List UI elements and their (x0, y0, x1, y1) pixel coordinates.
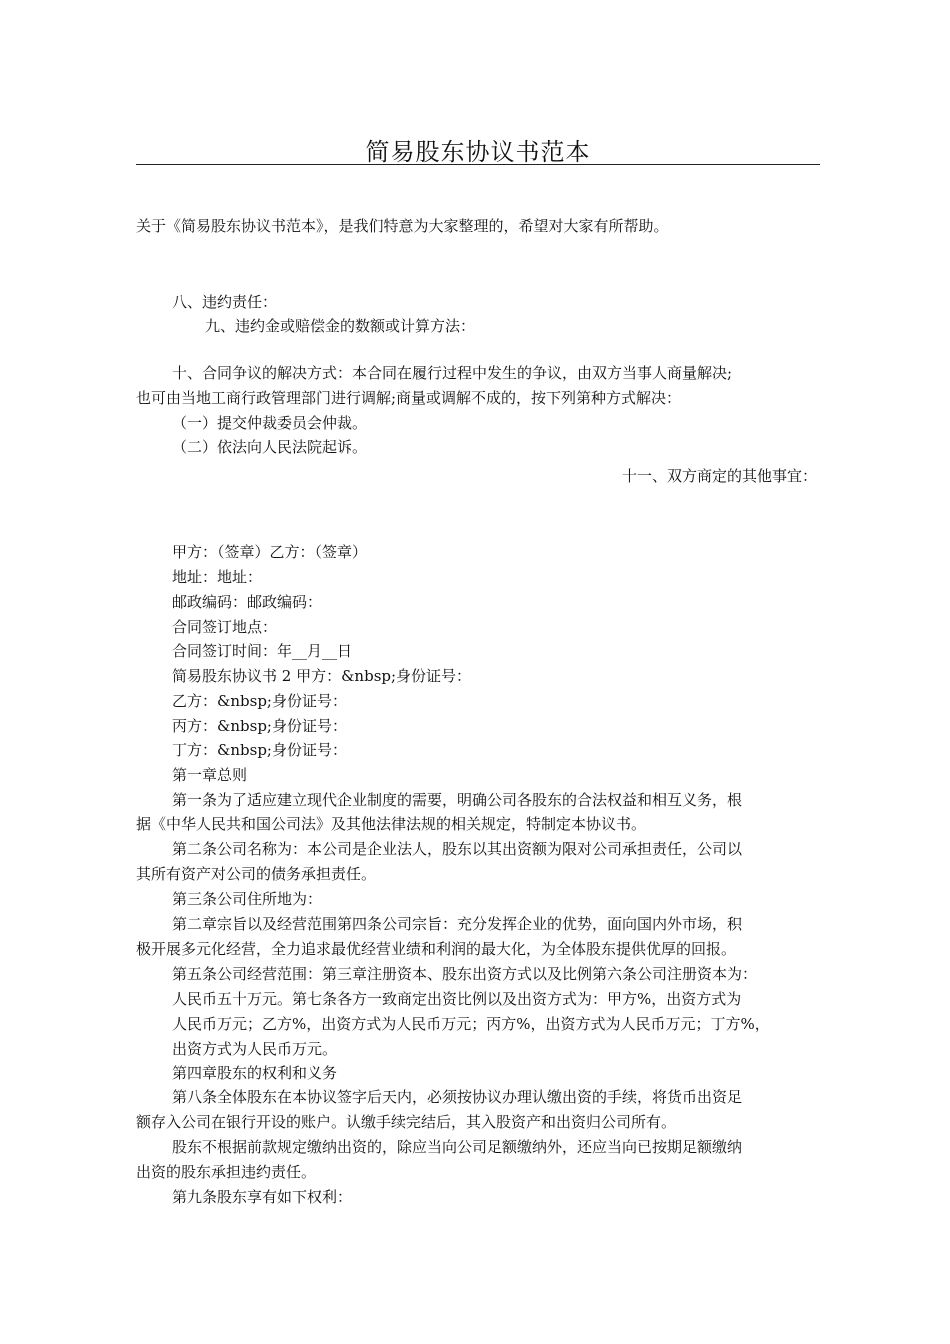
intro-paragraph: 关于《简易股东协议书范本》，是我们特意为大家整理的，希望对大家有所帮助。 (136, 217, 669, 235)
article-7: 人民币五十万元。第七条各方一致商定出资比例以及出资方式为：甲方%，出资方式为 (172, 990, 742, 1008)
article-9: 第九条股东享有如下权利： (172, 1188, 353, 1206)
party-b-id-line: 乙方：&nbsp;身份证号： (172, 692, 347, 710)
clause-9-penalty: 九、违约金或赔偿金的数额或计算方法： (205, 317, 476, 335)
article-5-6: 第五条公司经营范围：第三章注册资本、股东出资方式以及比例第六条公司注册资本为： (172, 965, 758, 983)
chapter-2-article-4: 第二章宗旨以及经营范围第四条公司宗旨：充分发挥企业的优势，面向国内外市场，积 (172, 915, 743, 933)
article-8-para-2-cont: 出资的股东承担违约责任。 (136, 1163, 317, 1181)
chapter-1-heading: 第一章总则 (172, 766, 248, 784)
article-8: 第八条全体股东在本协议签字后天内，必须按协议办理认缴出资的手续，将货币出资足 (172, 1088, 743, 1106)
postcode-line: 邮政编码：邮政编码： (172, 593, 323, 611)
article-7-cont-2: 出资方式为人民币万元。 (172, 1040, 338, 1058)
chapter-4-heading: 第四章股东的权利和义务 (172, 1064, 338, 1082)
address-line: 地址：地址： (172, 568, 263, 586)
clause-10-dispute-cont: 也可由当地工商行政管理部门进行调解;商量或调解不成的，按下列第种方式解决： (136, 389, 682, 407)
signature-line: 甲方：（签章）乙方：（签章） (172, 543, 368, 561)
article-1-cont: 据《中华人民共和国公司法》及其他法律法规的相关规定，特制定本协议书。 (136, 815, 647, 833)
document-title: 简易股东协议书范本 (365, 138, 591, 166)
clause-11-other: 十一、双方商定的其他事宜： (621, 467, 817, 485)
dispute-option-1: （一）提交仲裁委员会仲裁。 (172, 414, 368, 432)
dispute-option-2: （二）依法向人民法院起诉。 (172, 438, 368, 456)
clause-8-breach: 八、违约责任： (172, 293, 278, 311)
article-2: 第二条公司名称为：本公司是企业法人，股东以其出资额为限对公司承担责任，公司以 (172, 840, 743, 858)
article-8-para-2: 股东不根据前款规定缴纳出资的，除应当向公司足额缴纳外，还应当向已按期足额缴纳 (172, 1138, 743, 1156)
signing-time-line: 合同签订时间：年__月__日 (172, 642, 353, 660)
article-1: 第一条为了适应建立现代企业制度的需要，明确公司各股东的合法权益和相互义务，根 (172, 791, 743, 809)
clause-10-dispute: 十、合同争议的解决方式：本合同在履行过程中发生的争议，由双方当事人商量解决; (172, 364, 733, 382)
article-3: 第三条公司住所地为： (172, 890, 323, 908)
party-c-id-line: 丙方：&nbsp;身份证号： (172, 717, 347, 735)
chapter-2-article-4-cont: 极开展多元化经营，全力追求最优经营业绩和利润的最大化，为全体股东提供优厚的回报。 (136, 940, 737, 958)
article-2-cont: 其所有资产对公司的债务承担责任。 (136, 865, 377, 883)
article-7-cont-1: 人民币万元；乙方%，出资方式为人民币万元；丙方%，出资方式为人民币万元；丁方%， (172, 1015, 770, 1033)
title-underline (136, 164, 820, 165)
party-d-id-line: 丁方：&nbsp;身份证号： (172, 741, 347, 759)
party-a-id-line: 简易股东协议书 2 甲方：&nbsp;身份证号： (172, 667, 472, 685)
article-8-cont: 额存入公司在银行开设的账户。认缴手续完结后，其入股资产和出资归公司所有。 (136, 1113, 677, 1131)
signing-place-line: 合同签订地点： (172, 618, 278, 636)
